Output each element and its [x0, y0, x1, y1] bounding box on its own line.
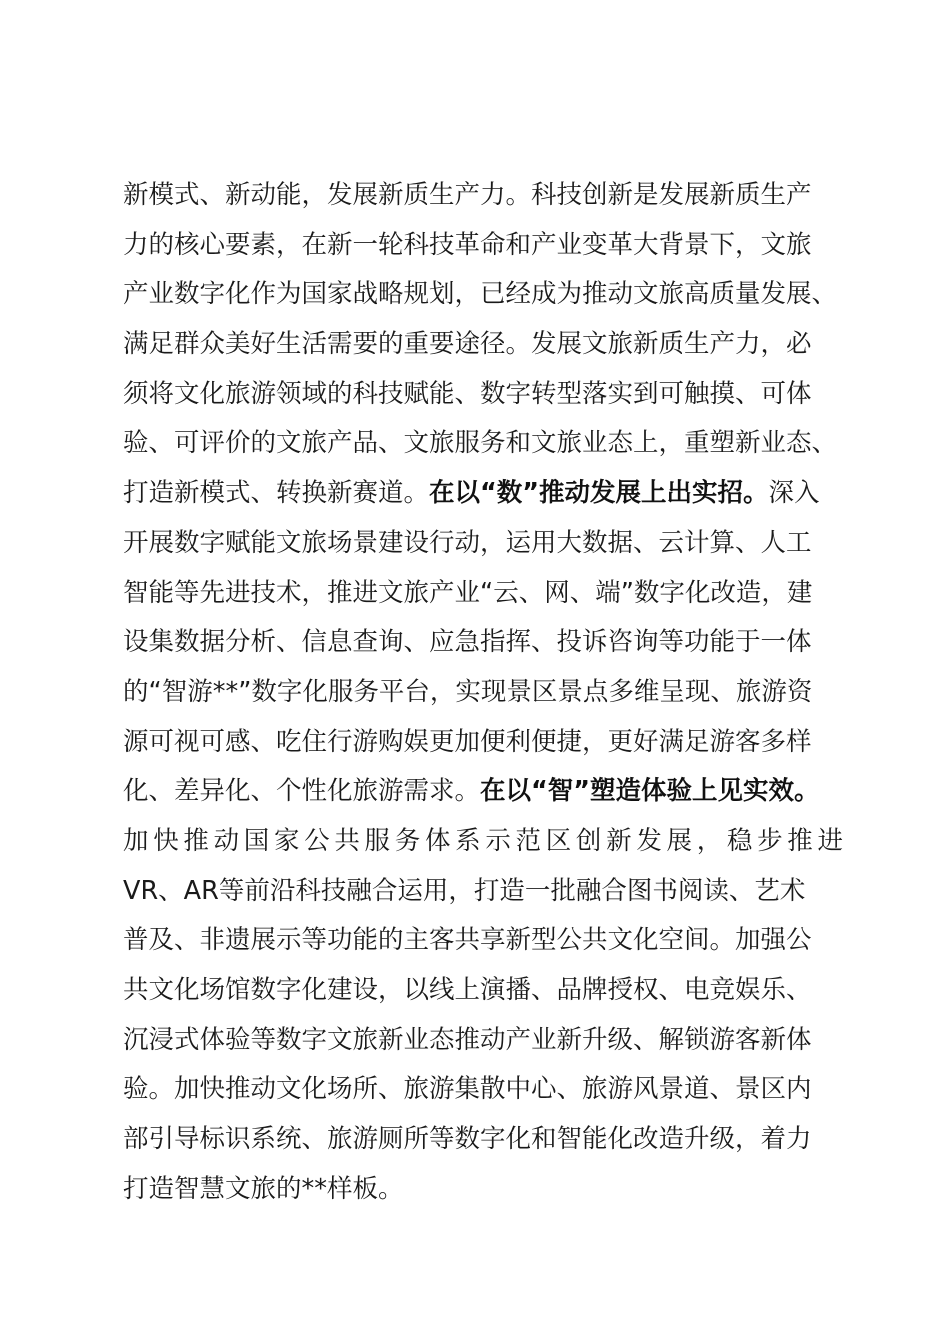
- text-run: 满足群众美好生活需要的重要途径。发展文旅新质生产力，必: [123, 329, 812, 360]
- text-line: [123, 419, 843, 469]
- text-line: [123, 469, 843, 519]
- text-line: [123, 916, 843, 966]
- text-line: [123, 1065, 843, 1115]
- text-line: [123, 370, 843, 420]
- text-run: 新模式、新动能，发展新质生产力。科技创新是发展新质生产: [123, 180, 812, 210]
- bold-heading: 在以“数”推动发展上出实招。: [429, 478, 769, 509]
- text-line: [123, 221, 843, 271]
- text-run: 验。加快推动文化场所、旅游集散中心、旅游风景道、景区内: [123, 1074, 812, 1105]
- text-run: 化、差异化、个性化旅游需求。: [123, 776, 481, 807]
- text-run: 验、可评价的文旅产品、文旅服务和文旅业态上，重塑新业态、: [123, 428, 838, 459]
- body-text: [123, 171, 843, 1214]
- text-run: 须将文化旅游领域的科技赋能、数字转型落实到可触摸、可体: [123, 378, 812, 409]
- text-line: [123, 817, 843, 867]
- text-run: 产业数字化作为国家战略规划，已经成为推动文旅高质量发展、: [123, 279, 838, 310]
- text-line: [123, 569, 843, 619]
- text-run: 打造智慧文旅的**样板。: [123, 1173, 404, 1204]
- bold-heading: 在以“智”塑造体验上见实效。: [480, 776, 820, 807]
- text-line: [123, 1165, 843, 1215]
- text-run: 源可视可感、吃住行游购娱更加便利便捷，更好满足游客多样: [123, 726, 812, 757]
- text-run: 加快推动国家公共服务体系示范区创新发展，稳步推进: [123, 825, 843, 856]
- text-line: [123, 966, 843, 1016]
- text-run: 打造新模式、转换新赛道。: [123, 478, 430, 509]
- text-line: [123, 1115, 843, 1165]
- text-run: 沉浸式体验等数字文旅新业态推动产业新升级、解锁游客新体: [123, 1024, 812, 1055]
- text-run: 部引导标识系统、旅游厕所等数字化和智能化改造升级，着力: [123, 1124, 812, 1155]
- text-run: 力的核心要素，在新一轮科技革命和产业变革大背景下，文旅: [123, 229, 812, 260]
- text-line: [123, 618, 843, 668]
- text-line: [123, 1016, 843, 1066]
- text-run: 的“智游**”数字化服务平台，实现景区景点多维呈现、旅游资: [123, 676, 813, 707]
- text-run: 深入: [768, 478, 820, 509]
- text-line: [123, 718, 843, 768]
- text-run: 开展数字赋能文旅场景建设行动，运用大数据、云计算、人工: [123, 527, 812, 558]
- text-line: [123, 320, 843, 370]
- text-run: 普及、非遗展示等功能的主客共享新型公共文化空间。加强公: [123, 925, 812, 956]
- text-line: [123, 519, 843, 569]
- text-run: 设集数据分析、信息查询、应急指挥、投诉咨询等功能于一体: [123, 627, 812, 658]
- text-line: [123, 270, 843, 320]
- text-run: VR、AR等前沿科技融合运用，打造一批融合图书阅读、艺术: [123, 875, 806, 906]
- text-line: [123, 171, 843, 221]
- text-run: 共文化场馆数字化建设，以线上演播、品牌授权、电竞娱乐、: [123, 975, 812, 1005]
- text-run: 智能等先进技术，推进文旅产业“云、网、端”数字化改造，建: [123, 577, 813, 608]
- text-line: [123, 867, 843, 917]
- text-line: [123, 668, 843, 718]
- text-line: [123, 767, 843, 817]
